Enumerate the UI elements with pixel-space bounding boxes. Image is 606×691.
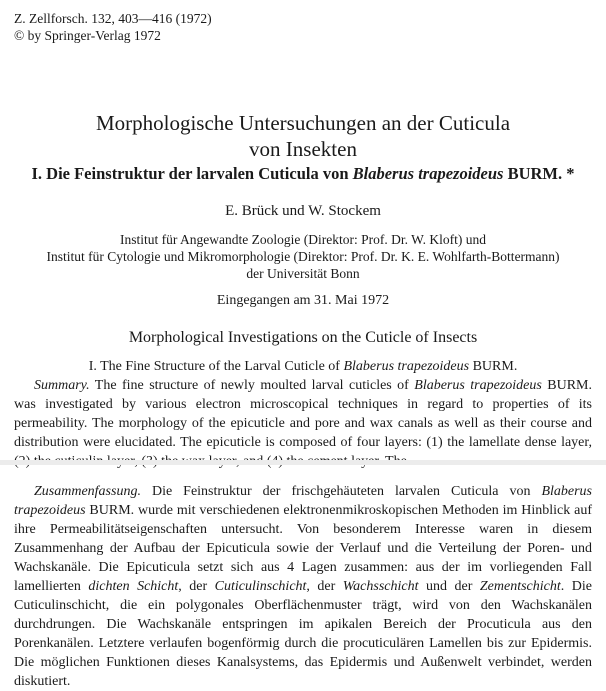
term-dichte-schicht: dichten Schicht — [88, 579, 179, 594]
authors: E. Brück und W. Stockem — [225, 203, 381, 219]
affiliation-line-3: der Universität Bonn — [246, 266, 360, 281]
zusammenfassung-text: Die Feinstruktur der frischgehäuteten larvalen Cuticula von — [140, 484, 542, 499]
journal-header — [14, 10, 212, 44]
zusammenfassung-label: Zusammenfassung. — [34, 484, 141, 499]
affiliation-line-2: Institut für Cytologie und Mikromorphologie (Direktor: Prof. Dr. K. E. Wohlfarth-Bottermann) — [46, 249, 560, 264]
english-subtitle-prefix: I. The Fine Structure of the Larval Cuticle of — [88, 359, 344, 374]
zusammenfassung-species: Blaberus trapezoideus — [14, 484, 592, 518]
summary-label: Summary. — [34, 378, 90, 393]
species-name: Blaberus trapezoideus — [352, 164, 504, 183]
title-line-2: von Insekten — [249, 137, 357, 161]
summary-paragraph — [14, 376, 592, 456]
received-date: Eingegangen am 31. Mai 1972 — [216, 293, 390, 308]
affiliation-line-1: Institut für Angewandte Zoologie (Direktor: Prof. Dr. W. Kloft) und — [120, 232, 486, 247]
zusammenfassung-text: , der — [178, 579, 215, 594]
copyright-line: © by Springer-Verlag 1972 — [14, 28, 161, 43]
summary-species: Blaberus trapezoideus — [414, 378, 542, 393]
zusammenfassung-text: . Die Cuticulinschicht, die ein polygonales Oberflächenmuster trägt, wird von den Wachskanälen durchdrungen. Die Wachskanäle entspringen im apikalen Bereich der Procuticula aus den Porenkanälen. Letztere verlaufen bogenförmig durch die procuticulären Lamellen bis zur Epidermis. Die möglichen Funktionen dieses Kanalsystems, das Epidermis und Außenwelt verbindet, werden diskutiert. — [14, 579, 592, 689]
english-subtitle-suffix: BURM. — [469, 359, 518, 374]
english-species-name: Blaberus trapezoideus — [343, 359, 470, 374]
journal-citation: Z. Zellforsch. 132, 403—416 (1972) — [14, 11, 212, 26]
zusammenfassung-text: , der — [306, 579, 343, 594]
title-line-1: Morphologische Untersuchungen an der Cuticula — [95, 111, 511, 135]
paper-title — [0, 110, 606, 162]
english-subtitle — [0, 358, 606, 375]
subtitle-prefix: I. Die Feinstruktur der larvalen Cuticula von — [31, 164, 353, 183]
zusammenfassung-paragraph — [14, 482, 592, 691]
term-cuticulinschicht: Cuticulinschicht — [214, 579, 307, 594]
affiliations — [0, 231, 606, 282]
paper-subtitle — [0, 164, 606, 184]
term-wachsschicht: Wachsschicht — [342, 579, 419, 594]
english-title: Morphological Investigations on the Cuticle of Insects — [128, 329, 478, 346]
summary-text: BURM. was investigated by various electron microscopical techniques in regard to properties of its permeability. The morphology of the epicuticle and pore and wax canals as well as their course and distribution were elucidated. The epicuticle is composed of four layers: (1) the lamellate dense layer, — [14, 378, 592, 450]
page-divider — [0, 460, 606, 465]
term-zementschicht: Zementschicht — [479, 579, 561, 594]
zusammenfassung-text: und der — [418, 579, 480, 594]
subtitle-suffix: BURM. * — [503, 164, 575, 183]
summary-text: The fine structure of newly moulted larval cuticles of — [89, 378, 415, 393]
zusammenfassung-text: BURM. wurde mit verschiedenen elektronenmikroskopischen Methoden im Hinblick auf ihre Permeabilitätseigenschaften untersucht. Von besonderem Interesse waren in diesem Zusammenhang der Aufbau der Epicuticula sowie der Verlauf und die Verteilung der Poren- und Wachskanäle. Die Epicuticula setzt sich aus 4 Lagen zusammen: aus der im vorliegenden Fall lamellierten — [14, 503, 592, 594]
